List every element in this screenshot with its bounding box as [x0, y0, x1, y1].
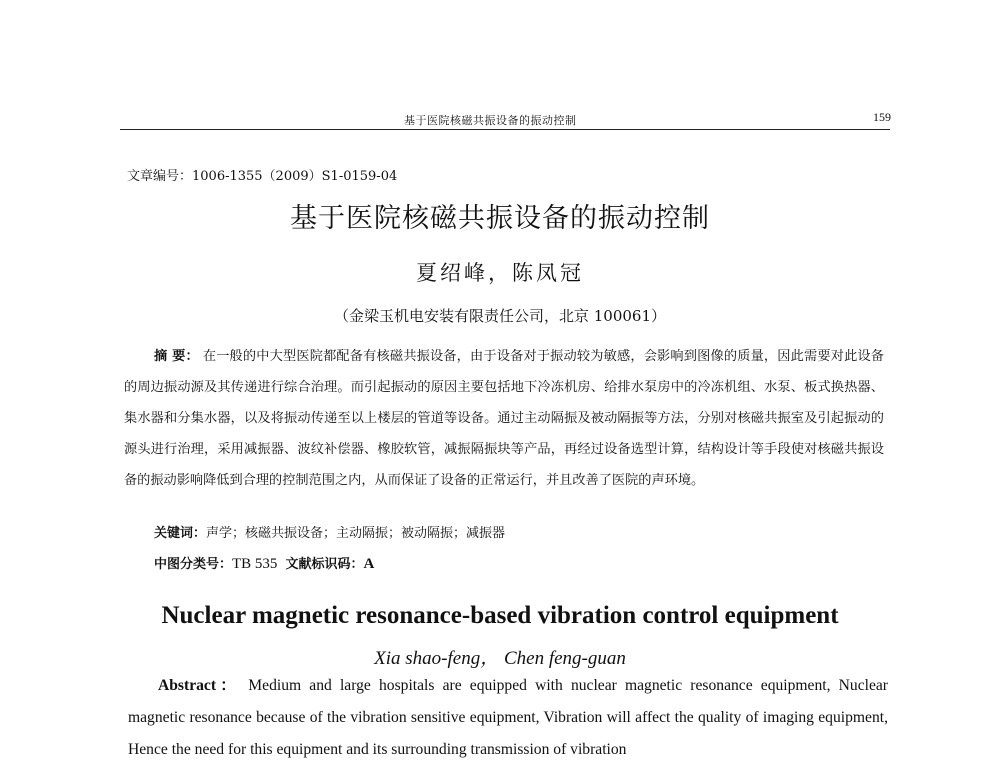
- chinese-keywords-label: 关键词：: [154, 526, 207, 541]
- chinese-keywords: [154, 522, 505, 541]
- chinese-abstract-label: 摘 要：: [154, 349, 199, 364]
- doc-code-value: A: [363, 556, 375, 572]
- chinese-affiliation: （金梁玉机电安装有限责任公司，北京 100061）: [333, 307, 667, 325]
- header-rule: [120, 129, 890, 130]
- chinese-title: 基于医院核磁共振设备的振动控制: [290, 203, 710, 234]
- page-number: 159: [873, 110, 891, 124]
- english-abstract-text: Medium and large hospitals are equipped with nuclear magnetic resonance equipment, Nuclear magnetic resonance because of the vibration sensitive equipment, Vibration will affect the quality of imaging equipment, Hence the need for this equipment and its surrounding transmission of vibration: [128, 677, 888, 758]
- english-authors: Xia shao-feng， Chen feng-guan: [374, 648, 626, 669]
- article-id: 文章编号：1006-1355（2009）S1-0159-04: [127, 169, 398, 184]
- english-abstract-label: Abstract：: [158, 677, 241, 694]
- classification-line: [154, 553, 374, 573]
- running-title: 基于医院核磁共振设备的振动控制: [404, 114, 577, 127]
- clc-label: 中图分类号：: [154, 557, 233, 572]
- doc-code-label: 文献标识码：: [285, 557, 364, 572]
- chinese-authors: 夏绍峰，陈凤冠: [416, 261, 584, 285]
- chinese-keywords-text: 声学；核磁共振设备；主动隔振；被动隔振；减振器: [206, 526, 506, 541]
- chinese-abstract: [124, 341, 884, 496]
- chinese-abstract-text: 在一般的中大型医院都配备有核磁共振设备，由于设备对于振动较为敏感，会影响到图像的质量，因此需要对此设备的周边振动源及其传递进行综合治理。而引起振动的原因主要包括地下冷冻机房、给排水泵房中的冷冻机组、水泵、板式换热器、集水器和分集水器，以及将振动传递至以上楼层的管道等设备。通过主动隔振及被动隔振等方法，分别对核磁共振室及引起振动的源头进行治理，采用减振器、波纹补偿器、橡胶软管，减振隔振块等产品，再经过设备选型计算，结构设计等手段使对核磁共振设备的振动影响降低到合理的控制范围之内，从而保证了设备的正常运行，并且改善了医院的声环境。: [124, 349, 884, 488]
- english-title: Nuclear magnetic resonance-based vibration control equipment: [161, 602, 839, 629]
- clc-value: TB 535: [232, 556, 278, 572]
- english-abstract: [128, 670, 888, 766]
